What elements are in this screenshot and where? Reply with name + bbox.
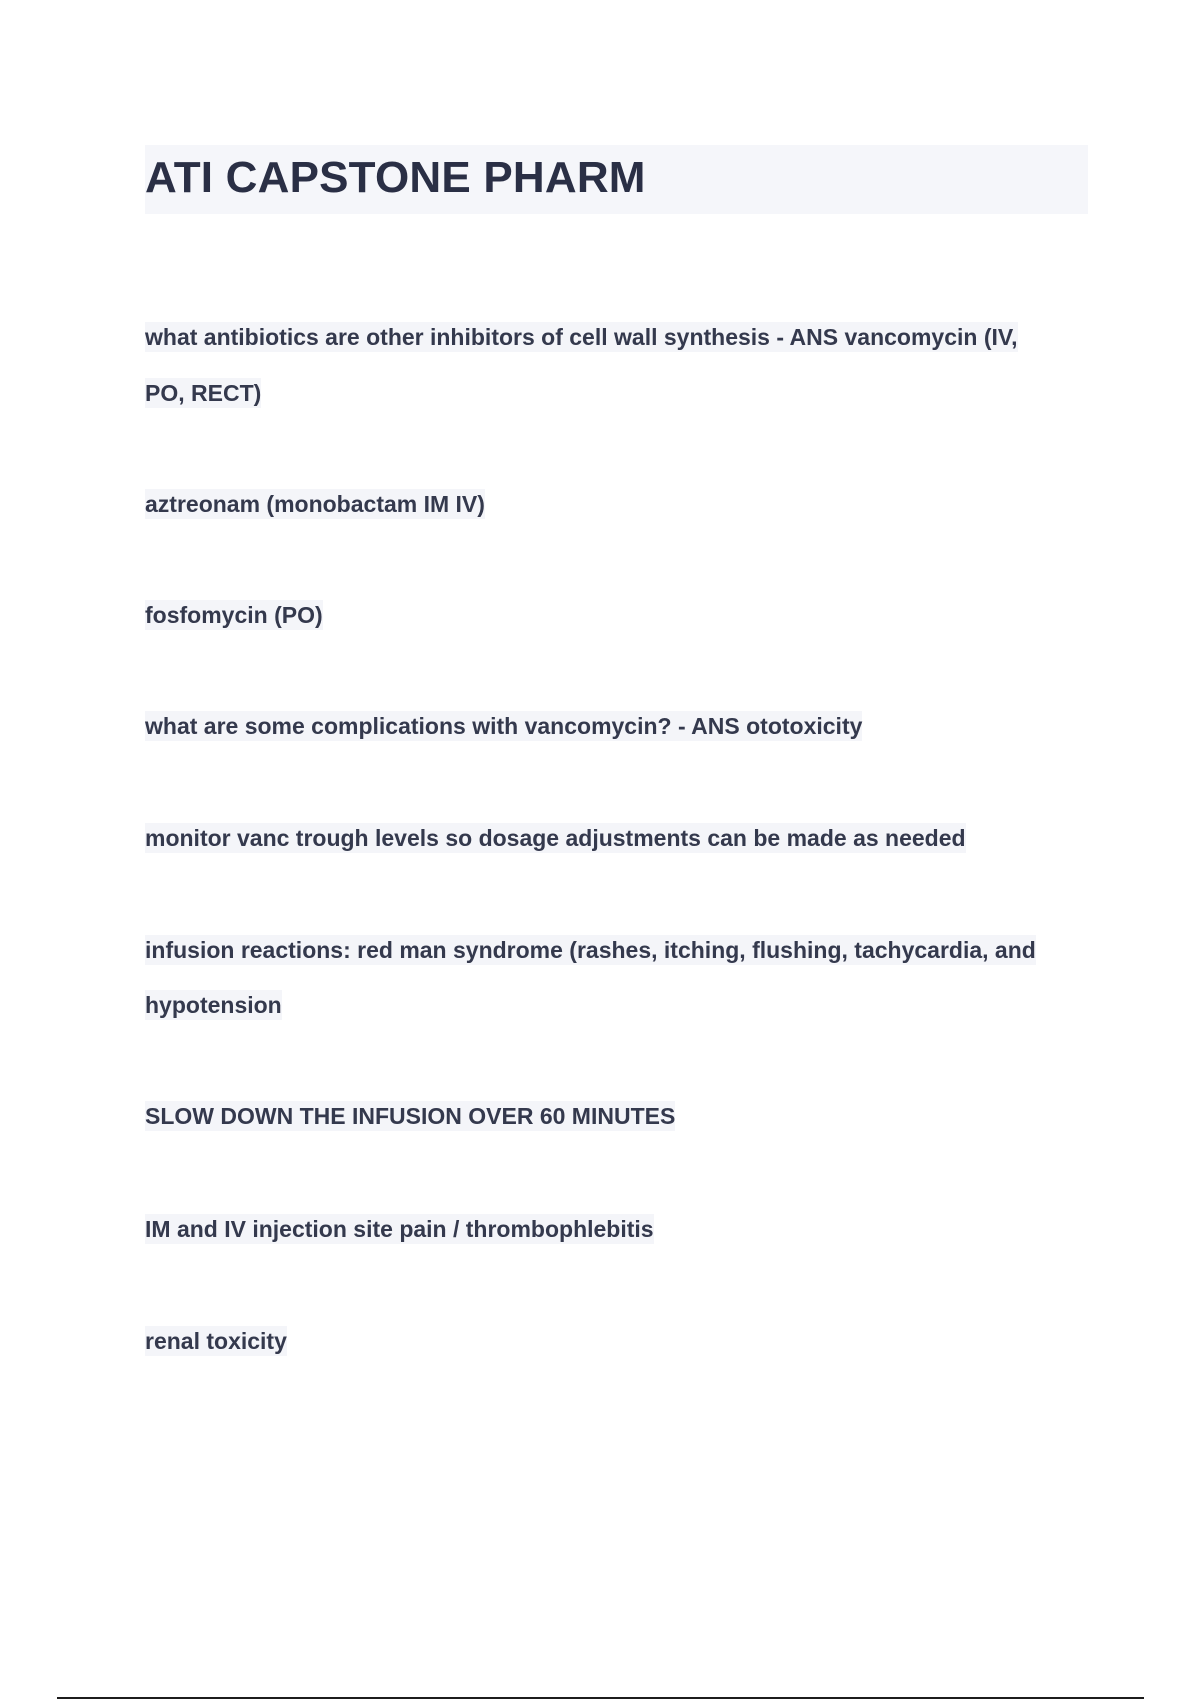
text-line: infusion reactions: red man syndrome (rashes, itching, flushing, tachycardia, and bbox=[145, 937, 1036, 963]
answer-aztreonam bbox=[145, 489, 485, 519]
answer-trough-levels bbox=[145, 823, 966, 853]
document-title: ATI CAPSTONE PHARM bbox=[145, 153, 646, 202]
page-bottom-rule bbox=[57, 1697, 1144, 1699]
answer-hypotension bbox=[145, 990, 282, 1020]
qa-answer-continuation bbox=[145, 378, 261, 408]
qa-question-cell-wall bbox=[145, 322, 1018, 352]
text-line: monitor vanc trough levels so dosage adjustments can be made as needed bbox=[145, 825, 966, 851]
text-line: renal toxicity bbox=[145, 1328, 287, 1354]
answer-fosfomycin bbox=[145, 600, 323, 630]
text-line: IM and IV injection site pain / thrombophlebitis bbox=[145, 1216, 654, 1242]
text-line: what antibiotics are other inhibitors of cell wall synthesis - ANS vancomycin (IV, bbox=[145, 324, 1018, 350]
text-line: PO, RECT) bbox=[145, 380, 262, 406]
text-line: what are some complications with vancomycin? - ANS ototoxicity bbox=[145, 713, 863, 739]
answer-infusion-reactions bbox=[145, 935, 1036, 965]
answer-injection-site-pain bbox=[145, 1214, 654, 1244]
text-line: fosfomycin (PO) bbox=[145, 602, 323, 628]
text-line: SLOW DOWN THE INFUSION OVER 60 MINUTES bbox=[145, 1103, 676, 1129]
answer-slow-infusion bbox=[145, 1101, 675, 1131]
qa-question-vancomycin bbox=[145, 711, 862, 741]
text-line: aztreonam (monobactam IM IV) bbox=[145, 491, 485, 517]
answer-renal-toxicity bbox=[145, 1326, 287, 1356]
text-line: hypotension bbox=[145, 992, 282, 1018]
